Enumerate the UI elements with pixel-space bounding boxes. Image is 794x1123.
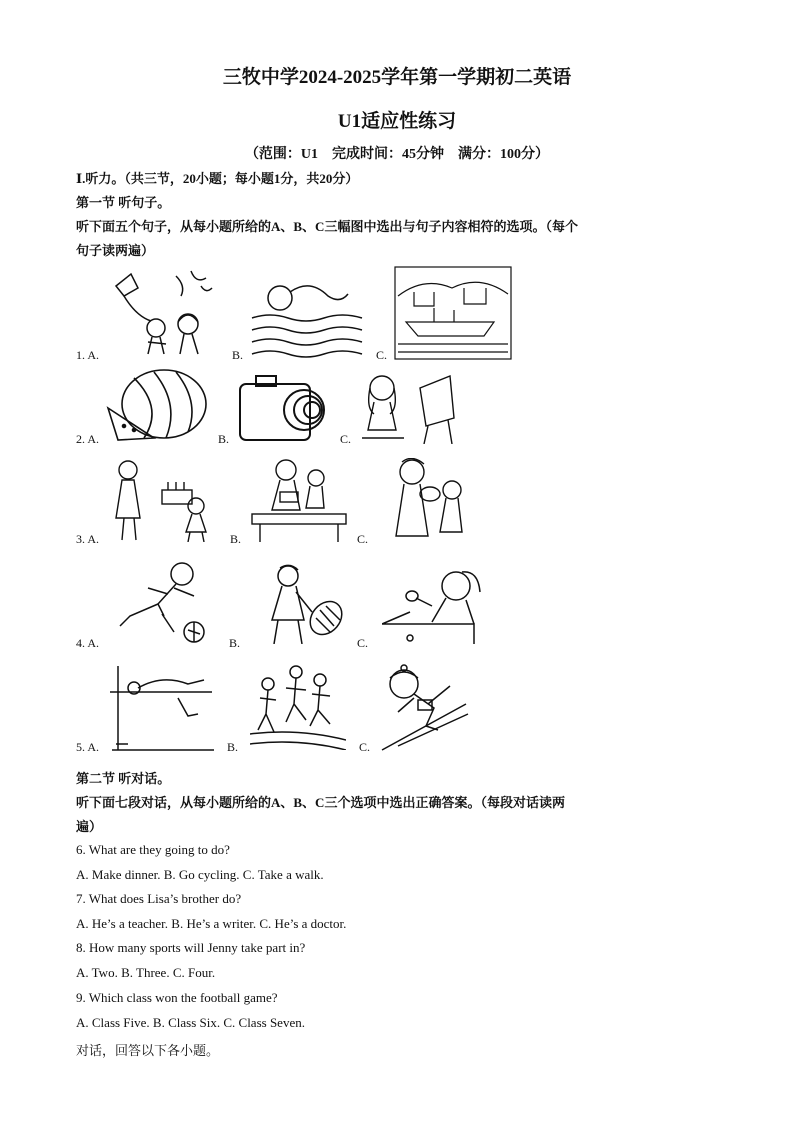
mother-child-reading-image bbox=[250, 458, 348, 542]
part2-instruction: 听下面七段对话，从每小题所给的A、B、C三个选项中选出正确答案。（每段对话读两 bbox=[76, 795, 565, 810]
part1-title: 第一节 听句子。 bbox=[76, 195, 171, 210]
part1-instruction: 听下面五个句子，从每小题所给的A、B、C三幅图中选出与句子内容相符的选项。（每个 bbox=[76, 219, 578, 234]
swimmer-image bbox=[250, 268, 366, 360]
page-title: 三牧中学2024-2025学年第一学期初二英语 bbox=[222, 67, 572, 88]
question-6: 6. What are they going to do? bbox=[76, 842, 230, 857]
woman-girl-gift-image bbox=[376, 458, 474, 540]
question-7-options: A. He’s a teacher. B. He’s a writer. C. He’s a doctor. bbox=[76, 916, 347, 931]
q4-label-c: C. bbox=[357, 636, 369, 650]
part1-instruction-cont: 句子读两遍） bbox=[76, 243, 155, 258]
q5-label-b: B. bbox=[227, 740, 239, 754]
question-6-options: A. Make dinner. B. Go cycling. C. Take a walk. bbox=[76, 867, 324, 882]
q3-label-b: B. bbox=[230, 532, 242, 546]
part2-instruction-cont: 遍） bbox=[76, 819, 103, 834]
girl-painting-image bbox=[356, 368, 460, 444]
q2-label-b: B. bbox=[218, 432, 230, 446]
kids-flying-kite-image bbox=[106, 266, 216, 358]
q3-label-c: C. bbox=[357, 532, 369, 546]
question-8: 8. How many sports will Jenny take part in? bbox=[76, 940, 306, 955]
high-jump-image bbox=[108, 664, 216, 754]
girl-tennis-image bbox=[250, 562, 346, 644]
boy-football-image bbox=[108, 560, 212, 646]
page-subtitle: U1适应性练习 bbox=[337, 111, 457, 132]
q4-label-b: B. bbox=[229, 636, 241, 650]
section-heading: Ⅰ.听力。（共三节，20小题；每小题1分，共20分） bbox=[76, 171, 359, 186]
runners-image bbox=[250, 664, 346, 750]
question-7: 7. What does Lisa’s brother do? bbox=[76, 891, 242, 906]
q5-label-c: C. bbox=[359, 740, 371, 754]
boat-on-river-image bbox=[394, 266, 512, 360]
q2-label-c: C. bbox=[340, 432, 352, 446]
skier-image bbox=[378, 664, 470, 752]
q2-label-a: 2. A. bbox=[76, 432, 100, 446]
question-9-options: A. Class Five. B. Class Six. C. Class Seven. bbox=[76, 1015, 305, 1030]
question-9: 9. Which class won the football game? bbox=[76, 990, 278, 1005]
dialogue-instruction: 对话，回答以下各小题。 bbox=[76, 1043, 220, 1058]
watermelon-image bbox=[104, 368, 210, 444]
girl-table-tennis-image bbox=[382, 562, 486, 648]
q3-label-a: 3. A. bbox=[76, 532, 100, 546]
camera-image bbox=[236, 370, 332, 444]
exam-info: （范围：U1 完成时间：45分钟 满分：100分） bbox=[244, 147, 550, 162]
q5-label-a: 5. A. bbox=[76, 740, 100, 754]
q1-label-b: B. bbox=[232, 348, 244, 362]
q4-label-a: 4. A. bbox=[76, 636, 100, 650]
q1-label-a: 1. A. bbox=[76, 348, 100, 362]
part2-title: 第二节 听对话。 bbox=[76, 771, 171, 786]
q1-label-c: C. bbox=[376, 348, 388, 362]
question-8-options: A. Two. B. Three. C. Four. bbox=[76, 965, 216, 980]
mother-child-cake-image bbox=[106, 458, 222, 542]
